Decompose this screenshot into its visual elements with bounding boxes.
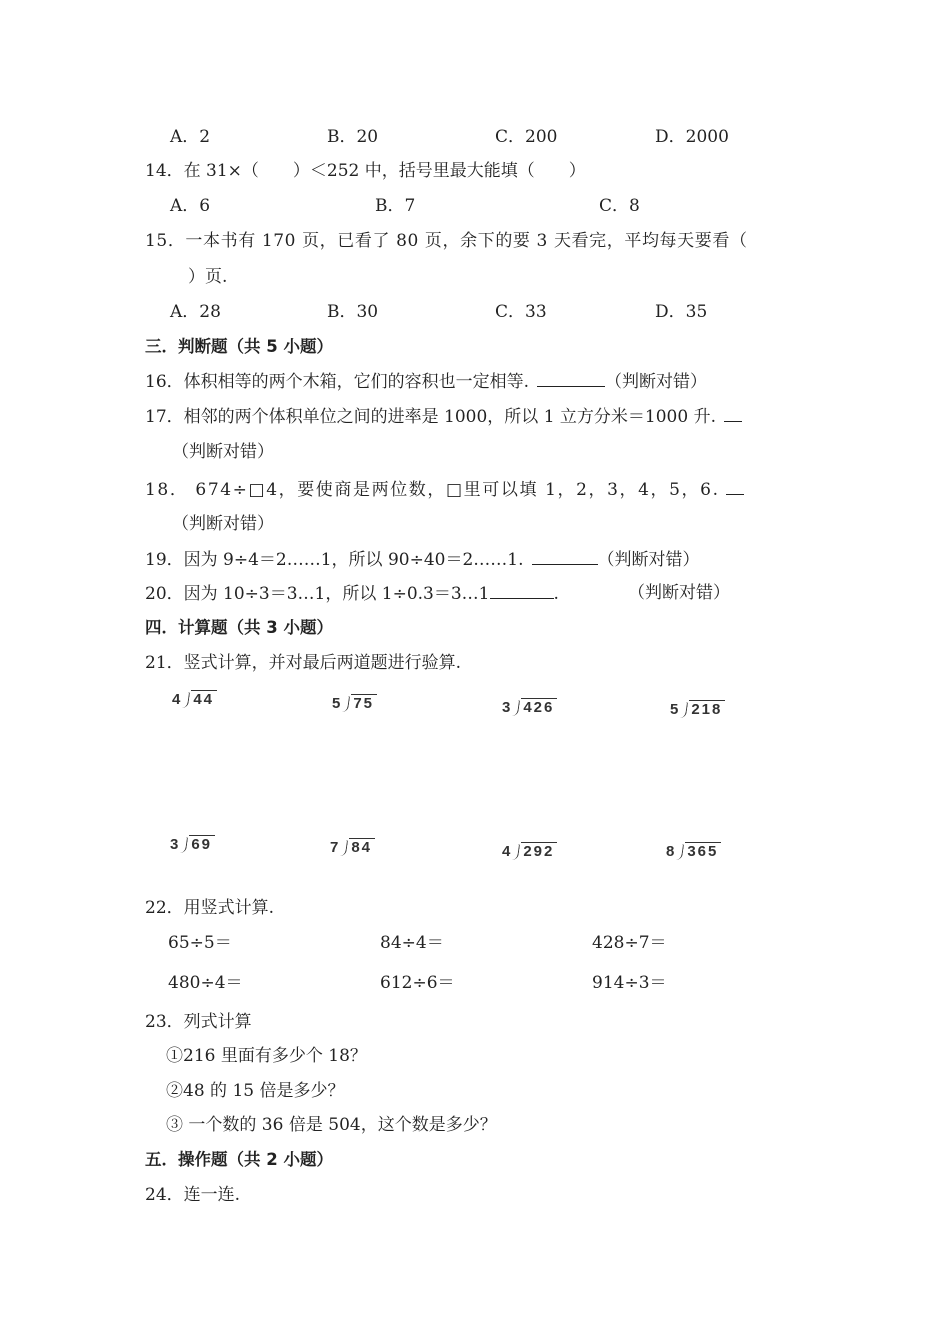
division-bracket	[179, 837, 188, 853]
dividend: 75	[351, 694, 377, 712]
q16-suffix: （判断对错）	[605, 372, 708, 392]
q21-division-4	[670, 700, 725, 718]
section-3-heading: 三．判断题（共 5 小题）	[145, 337, 333, 356]
q21-division-5	[170, 835, 215, 853]
divisor: 4	[172, 691, 181, 708]
q17-line	[145, 405, 742, 428]
q15-stem-line-2: ）页.	[188, 267, 228, 287]
q15-option-b: B．30	[327, 302, 379, 322]
section-5-heading: 五．操作题（共 2 小题）	[145, 1150, 333, 1169]
divisor: 8	[666, 843, 675, 860]
q16-line	[145, 370, 707, 393]
division-bracket	[511, 700, 520, 716]
section-4-heading: 四．计算题（共 3 小题）	[145, 618, 333, 637]
q20-suffix: （判断对错）	[628, 583, 730, 603]
division-bracket	[341, 696, 350, 712]
q16-answer-blank[interactable]	[537, 370, 605, 387]
q16-stem: 16．体积相等的两个木箱，它们的容积也一定相等.	[145, 372, 530, 392]
q19-suffix: （判断对错）	[597, 550, 700, 570]
q13-option-b: B．20	[327, 127, 379, 147]
q20-answer-blank[interactable]	[490, 582, 554, 599]
q20-line	[145, 582, 559, 605]
q22-item: 612÷6＝	[380, 973, 455, 993]
division-bracket	[675, 844, 684, 860]
q17-suffix: （判断对错）	[172, 442, 274, 462]
q15-stem-line-1: 15．一本书有 170 页，已看了 80 页，余下的要 3 天看完，平均每天要看（	[145, 231, 748, 251]
dividend: 69	[189, 835, 215, 853]
division-bracket	[511, 844, 520, 860]
dividend: 44	[191, 690, 217, 708]
q23-item: ①216 里面有多少个 18？	[166, 1046, 367, 1066]
q22-stem: 22．用竖式计算.	[145, 898, 275, 918]
q17-stem: 17．相邻的两个体积单位之间的进率是 1000，所以 1 立方分米＝1000 升.	[145, 407, 716, 427]
q21-division-7	[502, 842, 557, 860]
q18-line	[145, 478, 744, 501]
q17-answer-blank[interactable]	[724, 405, 742, 422]
q19-line	[145, 548, 700, 571]
q14-stem: 14．在 31×（ ）＜252 中，括号里最大能填（ ）	[145, 161, 586, 181]
q21-division-1	[172, 690, 217, 708]
divisor: 7	[330, 839, 339, 856]
dividend: 84	[349, 838, 375, 856]
q14-option-c: C．8	[599, 196, 640, 216]
q22-item: 914÷3＝	[592, 973, 667, 993]
q19-stem: 19．因为 9÷4＝2……1，所以 90÷40＝2……1.	[145, 550, 524, 570]
q14-option-b: B．7	[375, 196, 416, 216]
division-bracket	[339, 840, 348, 856]
q23-item: ②48 的 15 倍是多少？	[166, 1081, 345, 1101]
q21-division-2	[332, 694, 377, 712]
q22-item: 428÷7＝	[592, 933, 667, 953]
q22-item: 480÷4＝	[168, 973, 243, 993]
q18-answer-blank[interactable]	[726, 478, 744, 495]
divisor: 5	[332, 695, 341, 712]
q21-division-3	[502, 698, 557, 716]
q15-option-c: C．33	[495, 302, 547, 322]
q21-division-6	[330, 838, 375, 856]
q20-period: .	[553, 584, 559, 604]
divisor: 5	[670, 701, 679, 718]
q13-option-c: C．200	[495, 127, 558, 147]
q15-option-d: D．35	[655, 302, 708, 322]
q19-answer-blank[interactable]	[532, 548, 598, 565]
q21-stem: 21．竖式计算，并对最后两道题进行验算.	[145, 653, 462, 673]
division-bracket	[679, 702, 688, 718]
q14-option-a: A．6	[170, 196, 211, 216]
dividend: 426	[521, 698, 557, 716]
q15-option-a: A．28	[170, 302, 221, 322]
q13-option-d: D．2000	[655, 127, 729, 147]
q23-stem: 23．列式计算	[145, 1012, 252, 1032]
q22-item: 84÷4＝	[380, 933, 444, 953]
dividend: 218	[689, 700, 725, 718]
q20-stem: 20．因为 10÷3＝3…1，所以 1÷0.3＝3…1	[145, 584, 490, 604]
q21-division-8	[666, 842, 721, 860]
divisor: 3	[502, 699, 511, 716]
q18-stem: 18． 674÷□4，要使商是两位数，□里可以填 1，2，3，4，5，6.	[145, 480, 720, 500]
dividend: 292	[521, 842, 557, 860]
divisor: 4	[502, 843, 511, 860]
q18-suffix: （判断对错）	[172, 514, 274, 534]
q13-option-a: A．2	[170, 127, 211, 147]
q23-item: ③ 一个数的 36 倍是 504，这个数是多少？	[166, 1115, 497, 1135]
division-bracket	[181, 692, 190, 708]
q22-item: 65÷5＝	[168, 933, 232, 953]
dividend: 365	[685, 842, 721, 860]
divisor: 3	[170, 836, 179, 853]
q24-stem: 24．连一连.	[145, 1185, 241, 1205]
